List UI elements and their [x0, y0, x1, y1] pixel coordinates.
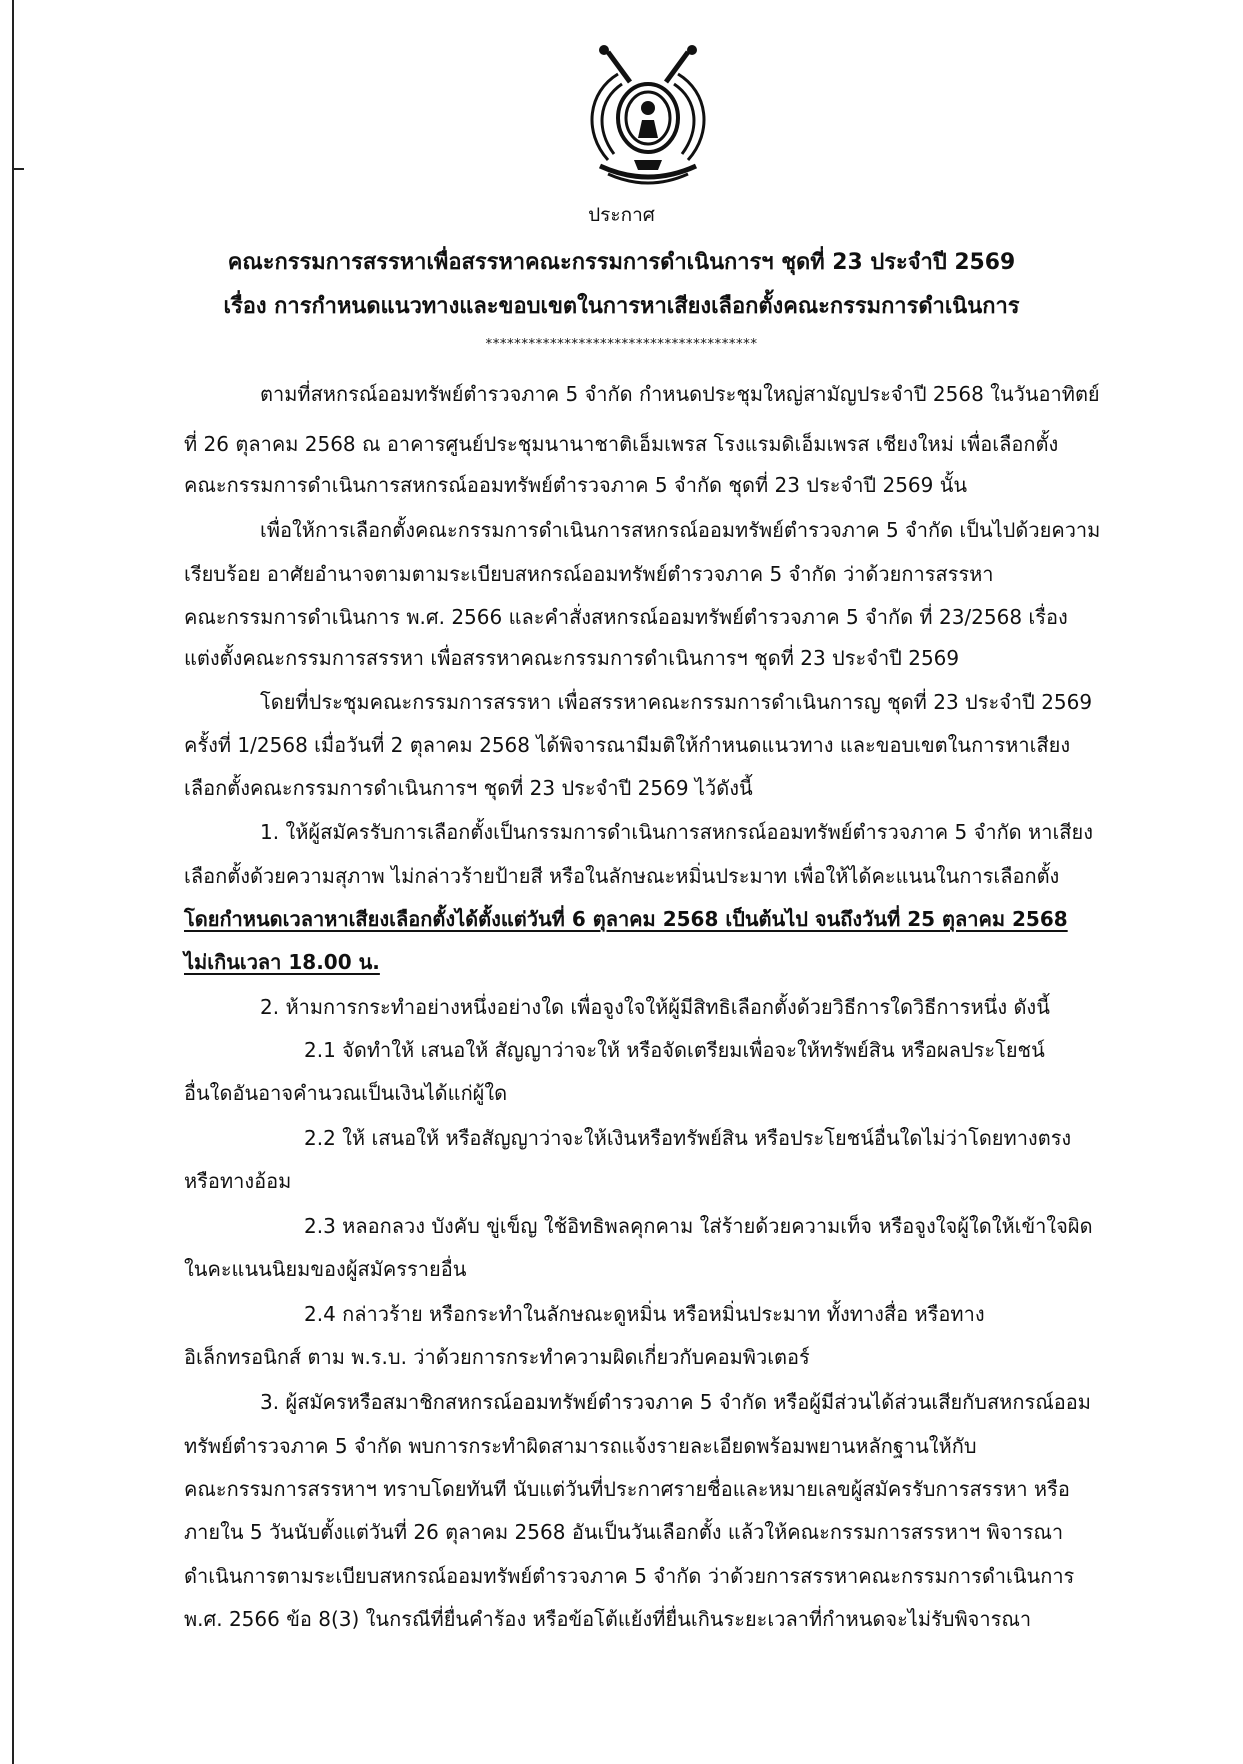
paragraph-line: ครั้งที่ 1/2568 เมื่อวันที่ 2 ตุลาคม 2568 ได้พิจารณามีมติให้กำหนดแนวทาง และขอบเขตในการหาเสียง — [184, 733, 1071, 757]
subject-heading: เรื่อง การกำหนดแนวทางและขอบเขตในการหาเสียงเลือกตั้งคณะกรรมการดำเนินการ — [223, 294, 1020, 319]
subclause-line: หรือทางอ้อม — [184, 1169, 292, 1193]
paragraph-line: เรียบร้อย อาศัยอำนาจตามตามระเบียบสหกรณ์ออมทรัพย์ตำรวจภาค 5 จำกัด ว่าด้วยการสรรหา — [184, 562, 994, 586]
paragraph-line: เพื่อให้การเลือกตั้งคณะกรรมการดำเนินการสหกรณ์ออมทรัพย์ตำรวจภาค 5 จำกัด เป็นไปด้วยความ — [260, 518, 1101, 542]
clause-line: ดำเนินการตามระเบียบสหกรณ์ออมทรัพย์ตำรวจภาค 5 จำกัด ว่าด้วยการสรรหาคณะกรรมการดำเนินการ — [184, 1564, 1075, 1588]
clause-line: ภายใน 5 วันนับตั้งแต่วันที่ 26 ตุลาคม 2568 อันเป็นวันเลือกตั้ง แล้วให้คณะกรรมการสรรหาฯ พิจารณา — [184, 1520, 1064, 1544]
paragraph-line: คณะกรรมการดำเนินการสหกรณ์ออมทรัพย์ตำรวจภาค 5 จำกัด ชุดที่ 23 ประจำปี 2569 นั้น — [184, 473, 968, 497]
clause-line: 3. ผู้สมัครหรือสมาชิกสหกรณ์ออมทรัพย์ตำรวจภาค 5 จำกัด หรือผู้มีส่วนได้ส่วนเสียกับสหกรณ์ออม — [260, 1390, 1091, 1414]
paragraph-line: ตามที่สหกรณ์ออมทรัพย์ตำรวจภาค 5 จำกัด กำหนดประชุมใหญ่สามัญประจำปี 2568 ในวันอาทิตย์ — [260, 382, 1100, 406]
subclause-line: 2.2 ให้ เสนอให้ หรือสัญญาว่าจะให้เงินหรือทรัพย์สิน หรือประโยชน์อื่นใดไม่ว่าโดยทางตรง — [304, 1126, 1072, 1150]
cooperative-crest-logo — [578, 42, 718, 192]
paragraph-line: เลือกตั้งคณะกรรมการดำเนินการฯ ชุดที่ 23 ประจำปี 2569 ไว้ดังนี้ — [184, 776, 753, 800]
notice-heading: ประกาศ — [588, 204, 655, 226]
paragraph-line: คณะกรรมการดำเนินการ พ.ศ. 2566 และคำสั่งสหกรณ์ออมทรัพย์ตำรวจภาค 5 จำกัด ที่ 23/2568 เรื่อง — [184, 605, 1068, 629]
subclause-line: 2.3 หลอกลวง บังคับ ขู่เข็ญ ใช้อิทธิพลคุกคาม ใส่ร้ายด้วยความเท็จ หรือจูงใจผู้ใดให้เข้าใจผิด — [304, 1214, 1093, 1238]
clause-line: 1. ให้ผู้สมัครรับการเลือกตั้งเป็นกรรมการดำเนินการสหกรณ์ออมทรัพย์ตำรวจภาค 5 จำกัด หาเสียง — [260, 820, 1093, 844]
clause-line: เลือกตั้งด้วยความสุภาพ ไม่กล่าวร้ายป้ายสี หรือในลักษณะหมิ่นประมาท เพื่อให้ได้คะแนนในการเลือกตั้ง — [184, 864, 1060, 888]
paragraph-line: แต่งตั้งคณะกรรมการสรรหา เพื่อสรรหาคณะกรรมการดำเนินการฯ ชุดที่ 23 ประจำปี 2569 — [184, 646, 960, 670]
clause-deadline-line: ไม่เกินเวลา 18.00 น. — [184, 950, 380, 974]
paragraph-line: โดยที่ประชุมคณะกรรมการสรรหา เพื่อสรรหาคณะกรรมการดำเนินการญ ชุดที่ 23 ประจำปี 2569 — [260, 690, 1093, 714]
subclause-line: 2.4 กล่าวร้าย หรือกระทำในลักษณะดูหมิ่น หรือหมิ่นประมาท ทั้งทางสื่อ หรือทาง — [304, 1302, 985, 1326]
clause-line: 2. ห้ามการกระทำอย่างหนึ่งอย่างใด เพื่อจูงใจให้ผู้มีสิทธิเลือกตั้งด้วยวิธีการใดวิธีการหนึ่ง ดังนี้ — [260, 995, 1050, 1019]
clause-line: พ.ศ. 2566 ข้อ 8(3) ในกรณีที่ยื่นคำร้อง หรือข้อโต้แย้งที่ยื่นเกินระยะเวลาที่กำหนดจะไม่รับพิจารณา — [184, 1607, 1032, 1631]
scan-tick-mark — [14, 168, 24, 170]
paragraph-line: ที่ 26 ตุลาคม 2568 ณ อาคารศูนย์ประชุมนานาชาติเอ็มเพรส โรงแรมดิเอ็มเพรส เชียงใหม่ เพื่อเลือกตั้ง — [184, 432, 1059, 456]
subclause-line: อิเล็กทรอนิกส์ ตาม พ.ร.บ. ว่าด้วยการกระทำความผิดเกี่ยวกับคอมพิวเตอร์ — [184, 1345, 810, 1369]
separator-line: ************************************** — [485, 337, 758, 352]
clause-line: คณะกรรมการสรรหาฯ ทราบโดยทันที นับแต่วันที่ประกาศรายชื่อและหมายเลขผู้สมัครรับการสรรหา หรือ — [184, 1477, 1070, 1501]
clause-line: ทรัพย์ตำรวจภาค 5 จำกัด พบการกระทำผิดสามารถแจ้งรายละเอียดพร้อมพยานหลักฐานให้กับ — [184, 1434, 977, 1458]
subclause-line: อื่นใดอันอาจคำนวณเป็นเงินได้แก่ผู้ใด — [184, 1081, 508, 1105]
subclause-line: ในคะแนนนิยมของผู้สมัครรายอื่น — [184, 1257, 467, 1281]
clause-deadline-line: โดยกำหนดเวลาหาเสียงเลือกตั้งได้ตั้งแต่วันที่ 6 ตุลาคม 2568 เป็นต้นไป จนถึงวันที่ 25 ตุลาคม 2568 — [184, 907, 1068, 931]
subclause-line: 2.1 จัดทำให้ เสนอให้ สัญญาว่าจะให้ หรือจัดเตรียมเพื่อจะให้ทรัพย์สิน หรือผลประโยชน์ — [304, 1038, 1045, 1062]
committee-heading: คณะกรรมการสรรหาเพื่อสรรหาคณะกรรมการดำเนินการฯ ชุดที่ 23 ประจำปี 2569 — [227, 250, 1016, 275]
